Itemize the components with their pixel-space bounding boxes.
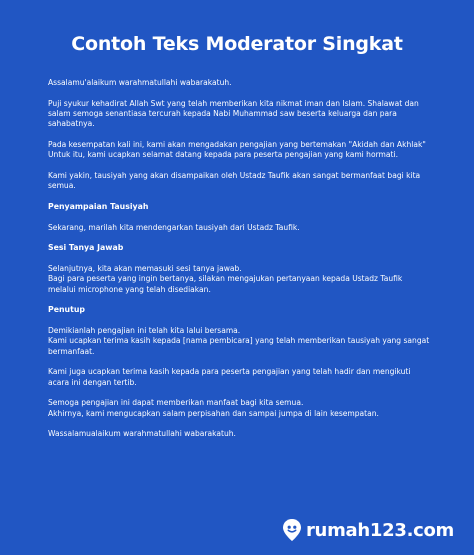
thanks-paragraph: Kami juga ucapkan terima kasih kepada para peserta pengajian yang telah hadir dan mengikuti acara ini dengan tertib.: [48, 367, 411, 387]
brand-logo: [282, 518, 454, 542]
greeting-paragraph: Assalamu'alaikum warahmatullahi wabarakatuh.: [48, 78, 232, 87]
tausiyah-paragraph: Sekarang, marilah kita mendengarkan tausiyah dari Ustadz Taufik.: [48, 222, 300, 232]
opening-paragraph: Puji syukur kehadirat Allah Swt yang telah memberikan kita nikmat iman dan Islam. Shalawat dan salam semoga senantiasa tercurah kepada Nabi Muhammad saw beserta keluarga dan para sahabatnya.: [48, 98, 419, 129]
farewell-paragraph: Wassalamualaikum warahmatullahi wabarakatuh.: [48, 429, 236, 439]
page-title: Contoh Teks Moderator Singkat: [71, 33, 403, 55]
logo-text: rumah123.com: [305, 519, 454, 541]
prayer-line-1: Semoga pengajian ini dapat memberikan manfaat bagi kita semua.: [48, 398, 304, 408]
closing-line-1: Demikianlah pengajian ini telah kita lalui bersama.: [48, 325, 241, 335]
qa-paragraph: [48, 264, 432, 295]
section-heading-qa: Sesi Tanya Jawab: [48, 243, 124, 253]
section-heading-closing: Penutup: [48, 305, 85, 315]
qa-line-2: Bagi para peserta yang ingin bertanya, silakan mengajukan pertanyaan kepada Ustadz Taufik melalui microphone yang telah disediakan.: [48, 274, 403, 294]
closing-line-2: Kami ucapkan terima kasih kepada [nama pembicara] yang telah memberikan tausiyah yang sangat bermanfaat.: [48, 336, 430, 356]
welcome-line: Untuk itu, kami ucapkan selamat datang kepada para peserta pengajian yang kami hormati.: [48, 150, 398, 160]
document-body: [48, 78, 432, 450]
qa-line-1: Selanjutnya, kita akan memasuki sesi tanya jawab.: [48, 263, 242, 273]
prayer-paragraph: [48, 398, 432, 419]
prayer-line-2: Akhirnya, kami mengucapkan salam perpisahan dan sampai jumpa di lain kesempatan.: [48, 408, 379, 418]
location-pin-icon: [282, 518, 302, 542]
theme-paragraph: [48, 140, 432, 161]
theme-line: Pada kesempatan kali ini, kami akan mengadakan pengajian yang bertemakan "Akidah dan Akhlak": [48, 140, 426, 149]
section-heading-tausiyah: Penyampaian Tausiyah: [48, 202, 149, 211]
speaker-intro-paragraph: Kami yakin, tausiyah yang akan disampaikan oleh Ustadz Taufik akan sangat bermanfaat bagi kita semua.: [48, 171, 421, 191]
closing-paragraph: [48, 326, 432, 357]
